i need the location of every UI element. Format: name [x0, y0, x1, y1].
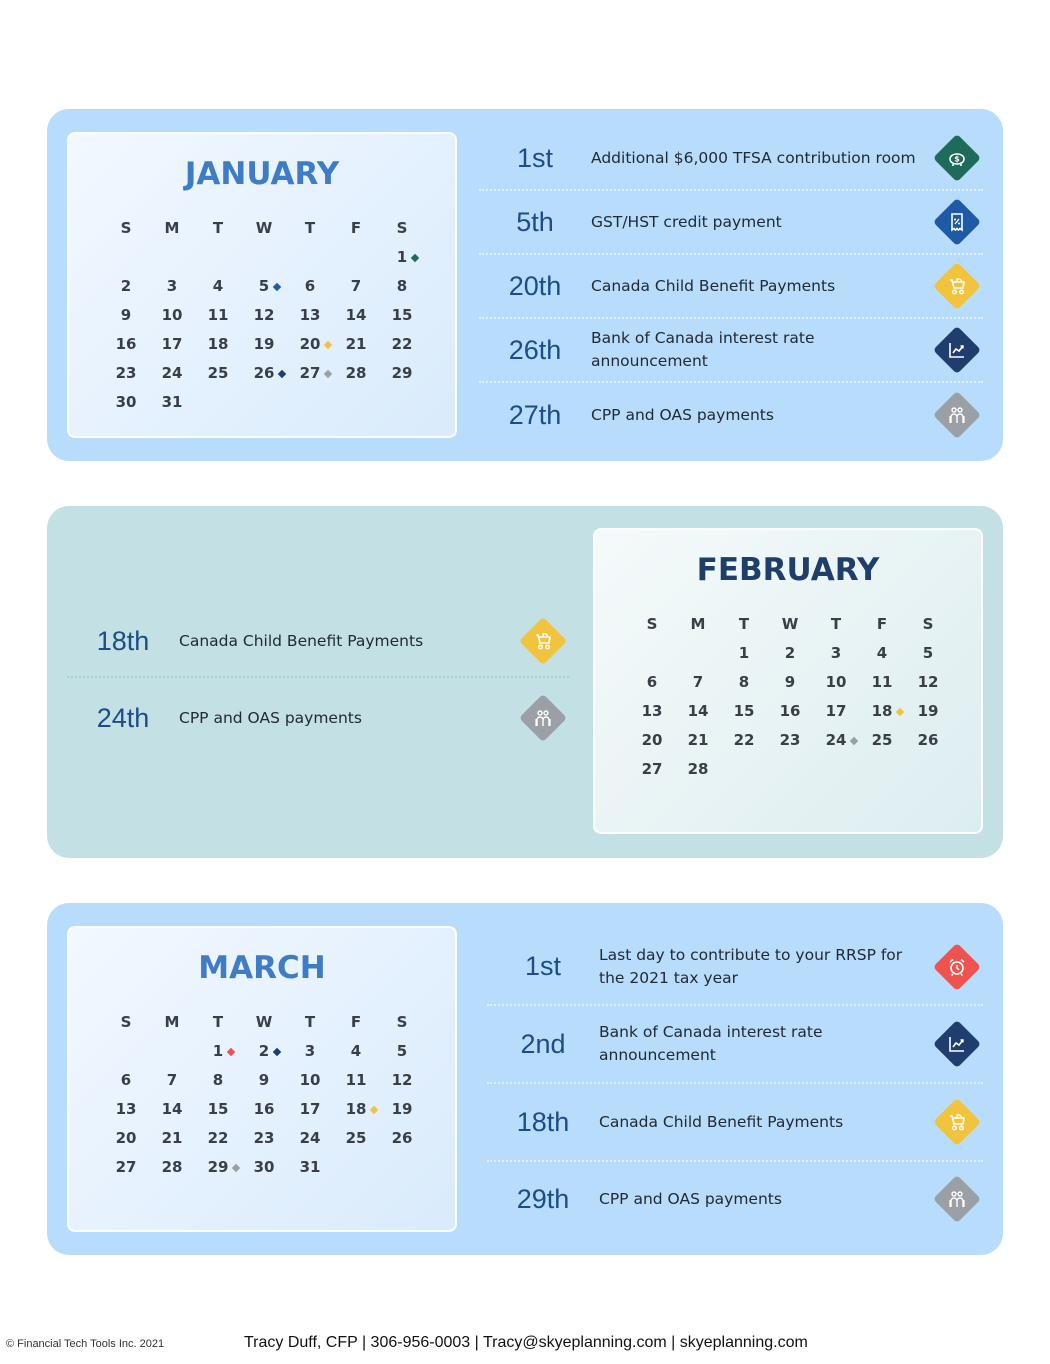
day-number: 19 [253, 335, 275, 353]
weekday-header: S [396, 1013, 408, 1031]
day-number: 21 [345, 335, 367, 353]
calendar-day [333, 272, 379, 301]
calendar-empty-cell [195, 388, 241, 417]
day-number: 20 [115, 1129, 137, 1147]
february-events [67, 606, 569, 758]
event-description: GST/HST credit payment [591, 212, 782, 231]
day-number: 3 [830, 644, 842, 662]
day-number: 6 [646, 673, 658, 691]
calendar-empty-cell [333, 243, 379, 272]
day-number: 26 [253, 364, 275, 382]
day-number: 5 [258, 277, 270, 295]
calendar-day [241, 1095, 287, 1124]
january-panel [47, 109, 1003, 461]
event-description: Canada Child Benefit Payments [179, 631, 424, 650]
march-calendar [67, 926, 457, 1232]
calendar-empty-cell [333, 1153, 379, 1182]
event-row [67, 606, 569, 678]
calendar-day [103, 1095, 149, 1124]
calendar-day [379, 1037, 425, 1066]
calendar-empty-cell [195, 243, 241, 272]
weekday-header: T [304, 219, 316, 237]
calendar-empty-cell [675, 639, 721, 668]
calendar-day [103, 1124, 149, 1153]
calendar-grid [103, 1008, 423, 1182]
calendar-day [287, 1037, 333, 1066]
day-number: 24 [299, 1129, 321, 1147]
alarm-clock-icon [933, 943, 981, 991]
calendar-day [241, 272, 287, 301]
event-marker-diamond [324, 341, 332, 349]
calendar-day [241, 1037, 287, 1066]
day-number: 4 [350, 1042, 362, 1060]
day-number: 27 [299, 364, 321, 382]
weekday-header: F [350, 1013, 362, 1031]
day-number: 18 [871, 702, 893, 720]
event-marker-diamond [896, 708, 904, 716]
weekday-header: M [164, 219, 180, 237]
weekday-header: T [212, 1013, 224, 1031]
calendar-day [767, 726, 813, 755]
calendar-day [149, 330, 195, 359]
receipt-icon [933, 198, 981, 246]
day-number: 7 [692, 673, 704, 691]
calendar-empty-cell [287, 388, 333, 417]
day-number: 12 [391, 1071, 413, 1089]
calendar-day [149, 1153, 195, 1182]
day-number: 4 [212, 277, 224, 295]
calendar-day [905, 726, 951, 755]
day-number: 18 [207, 335, 229, 353]
calendar-day [629, 668, 675, 697]
calendar-day [103, 301, 149, 330]
weekday-header: W [255, 219, 273, 237]
day-number: 22 [391, 335, 413, 353]
february-calendar [593, 528, 983, 834]
calendar-day [379, 243, 425, 272]
calendar-day [813, 726, 859, 755]
calendar-day [149, 1066, 195, 1095]
calendar-day [767, 697, 813, 726]
event-row [479, 127, 983, 191]
day-number: 1 [212, 1042, 224, 1060]
calendar-day [379, 1066, 425, 1095]
day-number: 10 [161, 306, 183, 324]
weekday-header: F [876, 615, 888, 633]
calendar-day [333, 1037, 379, 1066]
event-description: CPP and OAS payments [599, 1189, 782, 1208]
weekday-header: T [304, 1013, 316, 1031]
weekday-header: W [255, 1013, 273, 1031]
calendar-empty-cell [721, 755, 767, 784]
event-description: Bank of Canada interest rate announcement [591, 329, 815, 370]
event-marker-diamond [850, 737, 858, 745]
contact-line: Tracy Duff, CFP | 306-956-0003 | Tracy@skyeplanning.com | skyeplanning.com [244, 1334, 808, 1351]
calendar-day [859, 726, 905, 755]
event-row [479, 319, 983, 383]
calendar-day [813, 639, 859, 668]
march-events [487, 929, 983, 1236]
day-number: 14 [161, 1100, 183, 1118]
day-number: 28 [161, 1158, 183, 1176]
stroller-icon [519, 617, 567, 665]
calendar-empty-cell [333, 388, 379, 417]
day-number: 1 [396, 248, 408, 266]
event-description: Bank of Canada interest rate announcement [599, 1023, 823, 1064]
weekday-header: F [350, 219, 362, 237]
day-number: 13 [641, 702, 663, 720]
event-row [487, 1084, 983, 1162]
calendar-day [103, 1066, 149, 1095]
calendar-day [629, 726, 675, 755]
day-number: 11 [871, 673, 893, 691]
calendar-day [195, 359, 241, 388]
day-number: 4 [876, 644, 888, 662]
event-marker-diamond [227, 1048, 235, 1056]
event-description: Additional $6,000 TFSA contribution room [591, 148, 916, 167]
day-number: 30 [253, 1158, 275, 1176]
calendar-day [333, 1124, 379, 1153]
day-number: 8 [212, 1071, 224, 1089]
event-row [67, 678, 569, 758]
calendar-day [103, 272, 149, 301]
calendar-day [767, 668, 813, 697]
weekday-header: T [830, 615, 842, 633]
calendar-day [379, 272, 425, 301]
month-title: FEBRUARY [696, 552, 880, 588]
calendar-empty-cell [813, 755, 859, 784]
day-number: 25 [345, 1129, 367, 1147]
calendar-day [287, 359, 333, 388]
calendar-day [767, 639, 813, 668]
day-number: 28 [687, 760, 709, 778]
day-number: 23 [253, 1129, 275, 1147]
weekday-header: T [212, 219, 224, 237]
day-number: 13 [299, 306, 321, 324]
event-date: 1st [516, 142, 554, 173]
calendar-day [149, 272, 195, 301]
calendar-day [379, 359, 425, 388]
event-row [479, 191, 983, 255]
event-date: 1st [524, 951, 562, 981]
day-number: 29 [391, 364, 413, 382]
calendar-empty-cell [149, 243, 195, 272]
weekday-header: S [396, 219, 408, 237]
calendar-day [379, 330, 425, 359]
calendar-day [905, 697, 951, 726]
trend-chart-icon [933, 1020, 981, 1068]
day-number: 11 [345, 1071, 367, 1089]
calendar-empty-cell [103, 243, 149, 272]
calendar-day [905, 639, 951, 668]
event-description: Last day to contribute to your RRSP for the 2021 tax year [599, 945, 903, 987]
day-number: 9 [258, 1071, 270, 1089]
day-number: 28 [345, 364, 367, 382]
day-number: 12 [253, 306, 275, 324]
calendar-day [859, 697, 905, 726]
calendar-day [241, 1066, 287, 1095]
event-marker-diamond [324, 370, 332, 378]
day-number: 23 [115, 364, 137, 382]
day-number: 31 [161, 393, 183, 411]
calendar-day [241, 330, 287, 359]
day-number: 21 [687, 731, 709, 749]
event-marker-diamond [273, 1048, 281, 1056]
stroller-icon [933, 262, 981, 310]
day-number: 16 [115, 335, 137, 353]
calendar-day [287, 330, 333, 359]
event-marker-diamond [411, 254, 419, 262]
calendar-day [103, 330, 149, 359]
day-number: 5 [922, 644, 934, 662]
event-date: 27th [508, 399, 562, 430]
day-number: 13 [115, 1100, 137, 1118]
weekday-header: S [922, 615, 934, 633]
day-number: 30 [115, 393, 137, 411]
day-number: 5 [396, 1042, 408, 1060]
day-number: 15 [391, 306, 413, 324]
calendar-day [287, 1124, 333, 1153]
weekday-header: M [164, 1013, 180, 1031]
day-number: 19 [917, 702, 939, 720]
day-number: 14 [687, 702, 709, 720]
day-number: 21 [161, 1129, 183, 1147]
calendar-day [379, 301, 425, 330]
event-description: Canada Child Benefit Payments [599, 1112, 844, 1131]
month-title: JANUARY [184, 156, 340, 192]
calendar-day [721, 668, 767, 697]
event-date: 20th [508, 270, 562, 301]
day-number: 9 [120, 306, 132, 324]
day-number: 20 [641, 731, 663, 749]
day-number: 3 [166, 277, 178, 295]
weekday-header: W [781, 615, 799, 633]
day-number: 16 [253, 1100, 275, 1118]
day-number: 2 [784, 644, 796, 662]
day-number: 24 [161, 364, 183, 382]
calendar-day [675, 668, 721, 697]
day-number: 29 [207, 1158, 229, 1176]
day-number: 26 [391, 1129, 413, 1147]
event-row [487, 1162, 983, 1236]
day-number: 22 [733, 731, 755, 749]
february-panel [47, 506, 1003, 858]
day-number: 25 [871, 731, 893, 749]
day-number: 14 [345, 306, 367, 324]
stroller-icon [933, 1098, 981, 1146]
seniors-icon [519, 694, 567, 742]
calendar-day [287, 272, 333, 301]
day-number: 10 [299, 1071, 321, 1089]
calendar-day [103, 388, 149, 417]
event-date: 24th [96, 702, 150, 733]
event-row [487, 929, 983, 1006]
calendar-day [149, 388, 195, 417]
calendar-empty-cell [241, 243, 287, 272]
calendar-day [195, 1095, 241, 1124]
day-number: 15 [207, 1100, 229, 1118]
calendar-day [333, 330, 379, 359]
day-number: 17 [161, 335, 183, 353]
event-date: 29th [516, 1183, 570, 1214]
calendar-day [195, 1153, 241, 1182]
calendar-day [287, 1066, 333, 1095]
weekday-header: M [690, 615, 706, 633]
calendar-day [675, 726, 721, 755]
day-number: 17 [299, 1100, 321, 1118]
day-number: 2 [120, 277, 132, 295]
event-marker-diamond [273, 283, 281, 291]
calendar-day [629, 755, 675, 784]
calendar-day [675, 755, 721, 784]
calendar-day [813, 668, 859, 697]
day-number: 7 [350, 277, 362, 295]
calendar-day [149, 1095, 195, 1124]
calendar-empty-cell [379, 388, 425, 417]
event-row [479, 255, 983, 319]
event-date: 26th [508, 334, 562, 365]
event-marker-diamond [232, 1164, 240, 1172]
day-number: 11 [207, 306, 229, 324]
day-number: 23 [779, 731, 801, 749]
calendar-day [333, 359, 379, 388]
svg-text:$: $ [954, 154, 960, 164]
day-number: 26 [917, 731, 939, 749]
calendar-day [149, 359, 195, 388]
january-events [479, 127, 983, 447]
day-number: 19 [391, 1100, 413, 1118]
day-number: 2 [258, 1042, 270, 1060]
seniors-icon [933, 391, 981, 439]
calendar-empty-cell [767, 755, 813, 784]
event-date: 5th [516, 206, 554, 237]
day-number: 25 [207, 364, 229, 382]
calendar-day [195, 1124, 241, 1153]
day-number: 6 [120, 1071, 132, 1089]
event-marker-diamond [278, 370, 286, 378]
calendar-day [859, 639, 905, 668]
calendar-day [103, 359, 149, 388]
calendar-day [813, 697, 859, 726]
event-date: 18th [516, 1106, 570, 1137]
day-number: 8 [738, 673, 750, 691]
calendar-day [905, 668, 951, 697]
event-date: 18th [96, 625, 150, 656]
calendar-day [241, 301, 287, 330]
calendar-day [287, 301, 333, 330]
day-number: 22 [207, 1129, 229, 1147]
calendar-day [333, 301, 379, 330]
calendar-empty-cell [379, 1153, 425, 1182]
calendar-day [287, 1153, 333, 1182]
calendar-day [379, 1095, 425, 1124]
january-calendar [67, 132, 457, 438]
day-number: 24 [825, 731, 847, 749]
day-number: 18 [345, 1100, 367, 1118]
event-marker-diamond [370, 1106, 378, 1114]
calendar-day [675, 697, 721, 726]
seniors-icon [933, 1175, 981, 1223]
calendar-day [195, 1066, 241, 1095]
calendar-day [195, 272, 241, 301]
copyright-text: © Financial Tech Tools Inc. 2021 [6, 1338, 165, 1350]
calendar-day [241, 1153, 287, 1182]
calendar-empty-cell [149, 1037, 195, 1066]
calendar-empty-cell [241, 388, 287, 417]
calendar-empty-cell [103, 1037, 149, 1066]
trend-chart-icon [933, 326, 981, 374]
event-row [487, 1006, 983, 1084]
day-number: 27 [115, 1158, 137, 1176]
calendar-day [721, 639, 767, 668]
day-number: 1 [738, 644, 750, 662]
calendar-day [241, 359, 287, 388]
event-row [479, 383, 983, 447]
day-number: 12 [917, 673, 939, 691]
calendar-day [195, 301, 241, 330]
calendar-day [149, 301, 195, 330]
calendar-day [333, 1066, 379, 1095]
weekday-header: S [646, 615, 658, 633]
calendar-day [195, 1037, 241, 1066]
day-number: 10 [825, 673, 847, 691]
event-description: Canada Child Benefit Payments [591, 276, 836, 295]
weekday-header: T [738, 615, 750, 633]
calendar-day [287, 1095, 333, 1124]
calendar-day [721, 726, 767, 755]
day-number: 27 [641, 760, 663, 778]
calendar-day [859, 668, 905, 697]
event-description: CPP and OAS payments [179, 708, 362, 727]
march-panel [47, 903, 1003, 1255]
event-date: 2nd [520, 1028, 566, 1059]
day-number: 20 [299, 335, 321, 353]
calendar-grid [103, 214, 423, 417]
calendar-day [241, 1124, 287, 1153]
day-number: 31 [299, 1158, 321, 1176]
day-number: 9 [784, 673, 796, 691]
calendar-day [103, 1153, 149, 1182]
calendar-day [379, 1124, 425, 1153]
day-number: 3 [304, 1042, 316, 1060]
calendar-day [195, 330, 241, 359]
event-description: CPP and OAS payments [591, 405, 774, 424]
calendar-day [721, 697, 767, 726]
calendar-day [149, 1124, 195, 1153]
weekday-header: S [120, 219, 132, 237]
weekday-header: S [120, 1013, 132, 1031]
day-number: 16 [779, 702, 801, 720]
day-number: 7 [166, 1071, 178, 1089]
calendar-grid [629, 610, 949, 784]
calendar-empty-cell [629, 639, 675, 668]
calendar-empty-cell [287, 243, 333, 272]
day-number: 17 [825, 702, 847, 720]
calendar-day [333, 1095, 379, 1124]
calendar-day [629, 697, 675, 726]
day-number: 8 [396, 277, 408, 295]
calendar-empty-cell [905, 755, 951, 784]
day-number: 15 [733, 702, 755, 720]
piggy-bank-icon [933, 134, 981, 182]
calendar-empty-cell [859, 755, 905, 784]
day-number: 6 [304, 277, 316, 295]
month-title: MARCH [198, 950, 326, 986]
